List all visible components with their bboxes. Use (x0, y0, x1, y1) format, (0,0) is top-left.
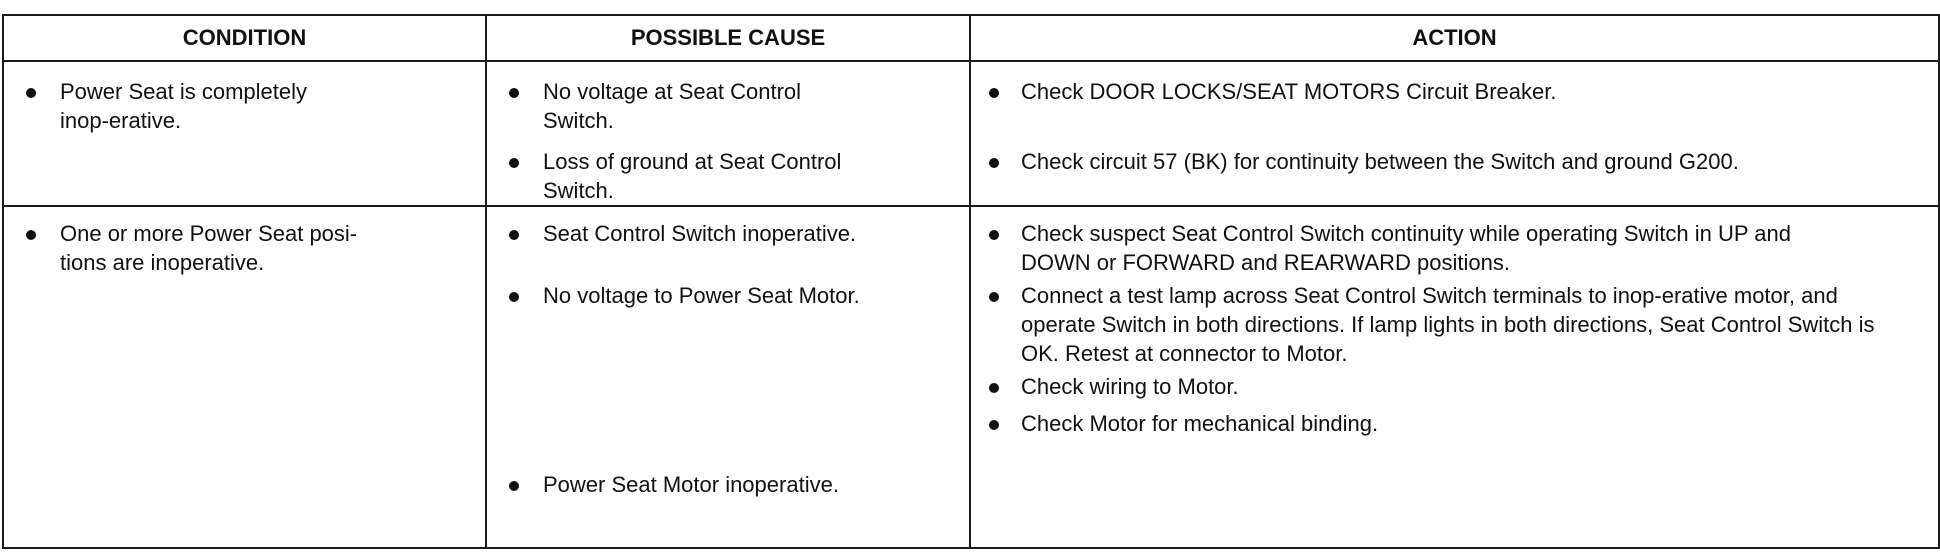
action-item: Check wiring to Motor. (971, 372, 1938, 401)
cause-item: No voltage to Power Seat Motor. (487, 281, 969, 310)
cause-cell (486, 61, 970, 206)
table-row (3, 61, 1939, 206)
troubleshooting-table-page (2, 14, 1938, 540)
action-item: Check DOOR LOCKS/SEAT MOTORS Circuit Breaker. (971, 77, 1938, 106)
cause-item: Loss of ground at Seat Control Switch. (487, 147, 885, 205)
action-item: Check circuit 57 (BK) for continuity between the Switch and ground G200. (971, 147, 1893, 176)
condition-item: Power Seat is completely inop-erative. (4, 77, 372, 135)
table-header-row (3, 15, 1939, 61)
action-cell (970, 61, 1939, 206)
action-column-header: ACTION (970, 15, 1939, 61)
troubleshooting-table (2, 14, 1940, 549)
cause-item: Seat Control Switch inoperative. (487, 219, 969, 248)
condition-cell (3, 61, 486, 206)
cause-cell (486, 206, 970, 548)
condition-column-header: CONDITION (3, 15, 486, 61)
action-item: Check Motor for mechanical binding. (971, 409, 1938, 438)
cause-item: Power Seat Motor inoperative. (487, 470, 969, 499)
condition-item: One or more Power Seat posi-tions are inoperative. (4, 219, 372, 277)
table-row (3, 206, 1939, 548)
condition-cell (3, 206, 486, 548)
cause-item: No voltage at Seat Control Switch. (487, 77, 885, 135)
action-item: Connect a test lamp across Seat Control Switch terminals to inop-erative motor, and operate Switch in both directions. If lamp lights in both directions, Seat Control Switch is OK. Retest at connector to Motor. (971, 281, 1913, 368)
action-item: Check suspect Seat Control Switch continuity while operating Switch in UP and DOWN or FORWARD and REARWARD positions. (971, 219, 1813, 277)
possible-cause-column-header: POSSIBLE CAUSE (486, 15, 970, 61)
action-cell (970, 206, 1939, 548)
